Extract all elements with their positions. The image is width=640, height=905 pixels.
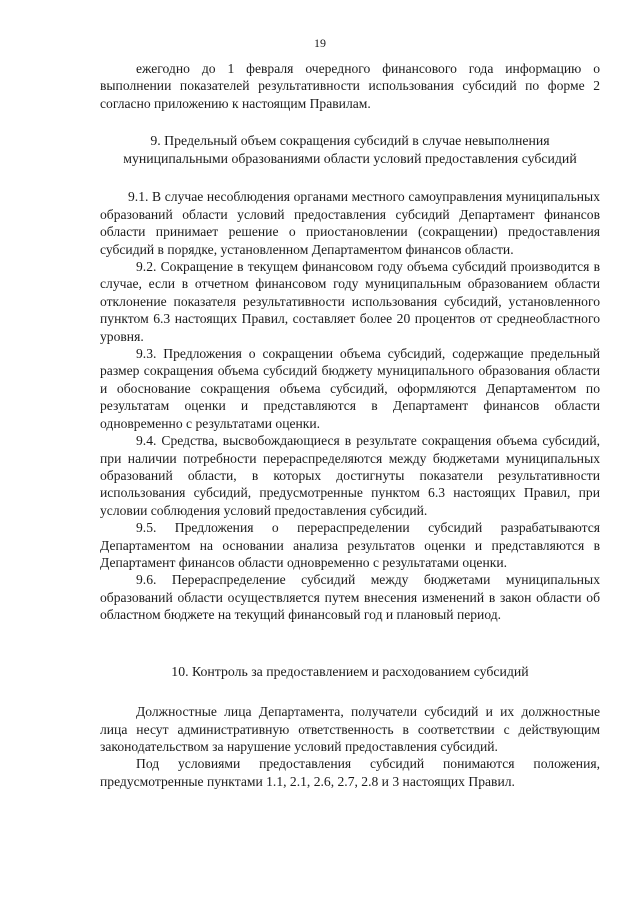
paragraph-9-6: 9.6. Перераспределение субсидий между бюджетами муниципальных образований области осуществляется путем внесения изменений в закон области об областном бюджете на текущий финансовый год и плановый период.: [100, 572, 600, 623]
paragraph-9-5: 9.5. Предложения о перераспределении субсидий разрабатываются Департаментом на основании анализа результатов оценки и представляются в Департамент финансов области одновременно с результатами оценки.: [100, 520, 600, 570]
page-number: 19: [314, 36, 326, 50]
section-9-title-line-2: муниципальными образованиями области условий предоставления субсидий: [123, 150, 577, 166]
paragraph-9-4: 9.4. Средства, высвобождающиеся в результате сокращения объема субсидий, при наличии потребности перераспределяются между бюджетами муниципальных образований области, в которых достигнуты показатели результативности использования субсидий, предусмотренные пунктом 6.3 настоящих Правил, при условии соблюдения условий предоставления субсидий.: [100, 433, 600, 518]
paragraph-9-2: 9.2. Сокращение в текущем финансовом году объема субсидий производится в случае, если в отчетном финансовом году муниципальным образованием области отклонение показателя результативности использования субсидий, установленного пунктом 6.3 настоящих Правил, составляет более 20 процентов от среднеобластного уровня.: [100, 259, 600, 344]
paragraph-9-3: 9.3. Предложения о сокращении объема субсидий, содержащие предельный размер сокращения объема субсидий бюджету муниципального образования области и обоснование сокращения объема субсидий, оформляются Департаментом по результатам оценки и представляются в Департамент финансов области одновременно с результатами оценки.: [100, 346, 600, 431]
paragraph-10-1: Должностные лица Департамента, получатели субсидий и их должностные лица несут административную ответственность в соответствии с действующим законодательством за нарушение условий предоставления субсидий.: [100, 704, 600, 754]
spacer: [100, 167, 600, 188]
paragraph-10-2: Под условиями предоставления субсидий понимаются положения, предусмотренные пунктами 1.1, 2.1, 2.6, 2.7, 2.8 и 3 настоящих Правил.: [100, 756, 600, 789]
spacer: [100, 112, 600, 132]
spacer: [100, 624, 600, 663]
intro-paragraph: ежегодно до 1 февраля очередного финансового года информацию о выполнении показателей результативности использования субсидий по форме 2 согласно приложению к настоящим Правилам.: [100, 61, 600, 111]
section-9-title-line-1: 9. Предельный объем сокращения субсидий в случае невыполнения: [150, 133, 550, 149]
document-body: [100, 60, 600, 790]
spacer: [100, 680, 600, 703]
section-10-title: 10. Контроль за предоставлением и расходованием субсидий: [171, 663, 529, 679]
paragraph-9-1: 9.1. В случае несоблюдения органами местного самоуправления муниципальных образований области условий предоставления субсидий Департамент финансов области принимает решение о приостановлении (сокращении) предоставления субсидий в порядке, установленном Департаментом финансов области.: [100, 189, 600, 257]
